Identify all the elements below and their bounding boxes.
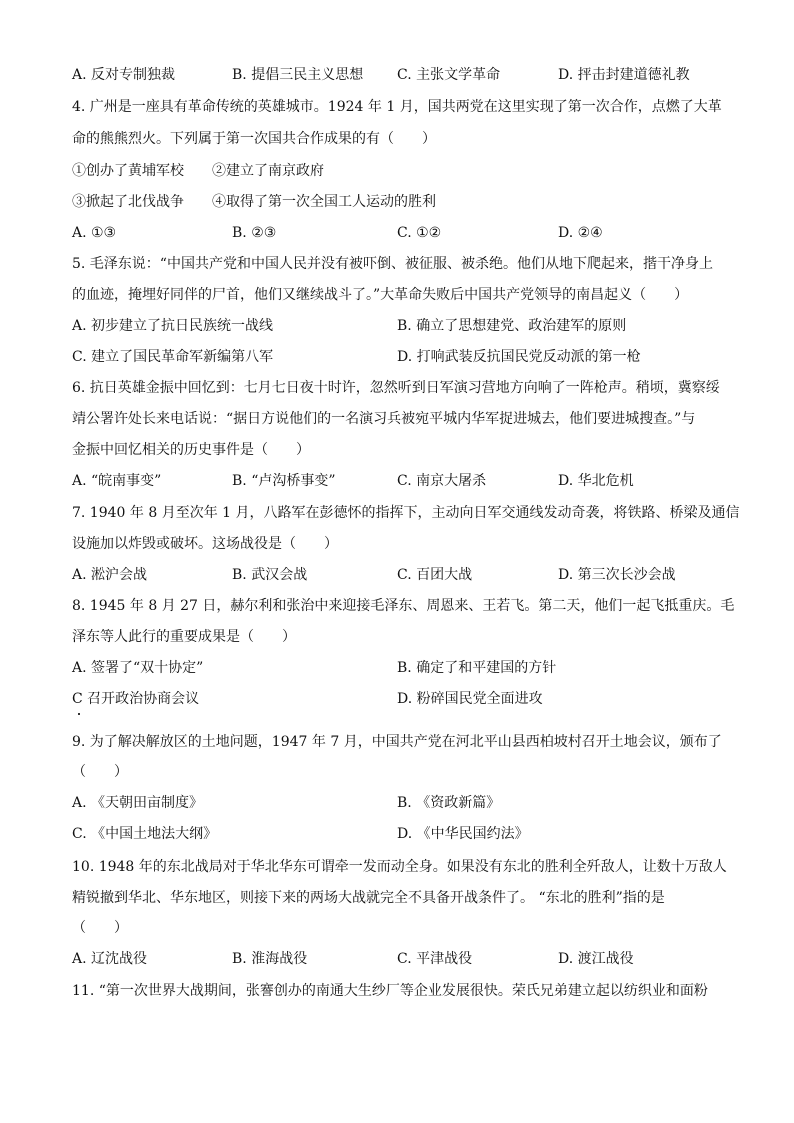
q8-option-b[interactable]: B. 确定了和平建国的方针 [397, 660, 557, 676]
q6-option-c[interactable]: C. 南京大屠杀 [397, 473, 487, 489]
q7-stem-line-2: 设施加以炸毁或破坏。这场战役是（ ） [72, 536, 338, 552]
q4-stem-line-2: 命的熊熊烈火。下列属于第一次国共合作成果的有（ ） [72, 131, 436, 147]
q10-stem-line-1: 10. 1948 年的东北战局对于华北华东可谓牵一发而动全身。如果没有东北的胜利全歼敌人，让数十万敌人 [72, 859, 727, 875]
q3-option-d[interactable]: D. 抨击封建道德礼教 [558, 67, 690, 83]
q10-option-b[interactable]: B. 淮海战役 [232, 951, 308, 967]
q5-option-c[interactable]: C. 建立了国民革命军新编第八军 [72, 349, 274, 365]
q9-option-b[interactable]: B. 《资政新篇》 [397, 795, 501, 811]
q8-options-row-2 [72, 684, 724, 714]
stray-dot-mark [78, 713, 80, 715]
q4-stem-line-1: 4. 广州是一座具有革命传统的英雄城市。1924 年 1 月，国共两党在这里实现了第一次合作，点燃了大革 [72, 99, 722, 115]
q4-option-b[interactable]: B. ②③ [232, 225, 277, 241]
q5-option-b[interactable]: B. 确立了思想建党、政治建军的原则 [397, 318, 627, 334]
q3-option-c[interactable]: C. 主张文学革命 [397, 67, 501, 83]
q5-options-row-1 [72, 311, 724, 341]
q8-option-c[interactable]: C 召开政治协商会议 [72, 691, 200, 707]
q5-options-row-2 [72, 342, 724, 372]
q7-option-a[interactable]: A. 淞沪会战 [72, 567, 148, 583]
q8-stem-line-2: 泽东等人此行的重要成果是（ ） [72, 629, 296, 645]
q11-stem-line-1: 11. “第一次世界大战期间，张謇创办的南通大生纱厂等企业发展很快。荣氏兄弟建立起以纺织业和面粉 [72, 983, 708, 999]
q7-options [72, 560, 724, 590]
q8-option-a[interactable]: A. 签署了“双十协定” [72, 660, 204, 676]
q4-option-a[interactable]: A. ①③ [72, 225, 117, 241]
q8-option-d[interactable]: D. 粉碎国民党全面进攻 [397, 691, 543, 707]
q9-options-row-1 [72, 788, 724, 818]
q7-stem-line-1: 7. 1940 年 8 月至次年 1 月，八路军在彭德怀的指挥下，主动向日军交通线发动奇袭，将铁路、桥梁及通信 [72, 505, 740, 521]
q9-options-row-2 [72, 819, 724, 849]
q4-option-d[interactable]: D. ②④ [558, 225, 603, 241]
q6-option-d[interactable]: D. 华北危机 [558, 473, 634, 489]
q8-stem-line-1: 8. 1945 年 8 月 27 日，赫尔利和张治中来迎接毛泽东、周恩来、王若飞。第二天，他们一起飞抵重庆。毛 [72, 598, 735, 614]
q10-stem-line-2: 精锐撤到华北、华东地区，则接下来的两场大战就完全不具备开战条件了。 “东北的胜利”指的是 [72, 890, 665, 906]
q9-stem-line-1: 9. 为了解决解放区的土地问题，1947 年 7 月，中国共产党在河北平山县西柏坡村召开土地会议，颁布了 [72, 734, 722, 750]
q4-option-c[interactable]: C. ①② [397, 225, 442, 241]
q10-options [72, 944, 724, 974]
q9-option-c[interactable]: C. 《中国土地法大纲》 [72, 826, 218, 842]
q10-option-d[interactable]: D. 渡江战役 [558, 951, 634, 967]
q9-stem-line-2: （ ） [72, 764, 128, 780]
q5-option-d[interactable]: D. 打响武装反抗国民党反动派的第一枪 [397, 349, 641, 365]
q8-options-row-1 [72, 653, 724, 683]
q3-option-a[interactable]: A. 反对专制独裁 [72, 67, 176, 83]
q4-items-line-1: ①创办了黄埔军校 ②建立了南京政府 [72, 163, 324, 179]
q6-options [72, 466, 724, 496]
q6-option-a[interactable]: A. “皖南事变” [72, 473, 162, 489]
q5-stem-line-2: 的血迹，掩埋好同伴的尸首，他们又继续战斗了。”大革命失败后中国共产党领导的南昌起义（ ） [72, 287, 689, 303]
q6-stem-line-2: 靖公署许处长来电话说：“据日方说他们的一名演习兵被宛平城内华军捉进城去，他们要进城搜查。”与 [72, 411, 696, 427]
q6-option-b[interactable]: B. “卢沟桥事变” [232, 473, 336, 489]
q10-option-c[interactable]: C. 平津战役 [397, 951, 473, 967]
q3-option-b[interactable]: B. 提倡三民主义思想 [232, 67, 364, 83]
q9-option-d[interactable]: D. 《中华民国约法》 [397, 826, 529, 842]
q4-items-line-2: ③掀起了北伐战争 ④取得了第一次全国工人运动的胜利 [72, 194, 436, 210]
q6-stem-line-1: 6. 抗日英雄金振中回忆到：七月七日夜十时许，忽然听到日军演习营地方向响了一阵枪声。稍顷，冀察绥 [72, 380, 720, 396]
q5-option-a[interactable]: A. 初步建立了抗日民族统一战线 [72, 318, 274, 334]
q10-option-a[interactable]: A. 辽沈战役 [72, 951, 148, 967]
q7-option-d[interactable]: D. 第三次长沙会战 [558, 567, 676, 583]
q4-options [72, 218, 724, 248]
q7-option-c[interactable]: C. 百团大战 [397, 567, 473, 583]
q7-option-b[interactable]: B. 武汉会战 [232, 567, 308, 583]
q3-options [72, 60, 724, 90]
q10-stem-line-3: （ ） [72, 920, 128, 936]
q5-stem-line-1: 5. 毛泽东说：“中国共产党和中国人民并没有被吓倒、被征服、被杀绝。他们从地下爬起来，揩干净身上 [72, 256, 713, 272]
q6-stem-line-3: 金振中回忆相关的历史事件是（ ） [72, 442, 310, 458]
q9-option-a[interactable]: A. 《天朝田亩制度》 [72, 795, 204, 811]
